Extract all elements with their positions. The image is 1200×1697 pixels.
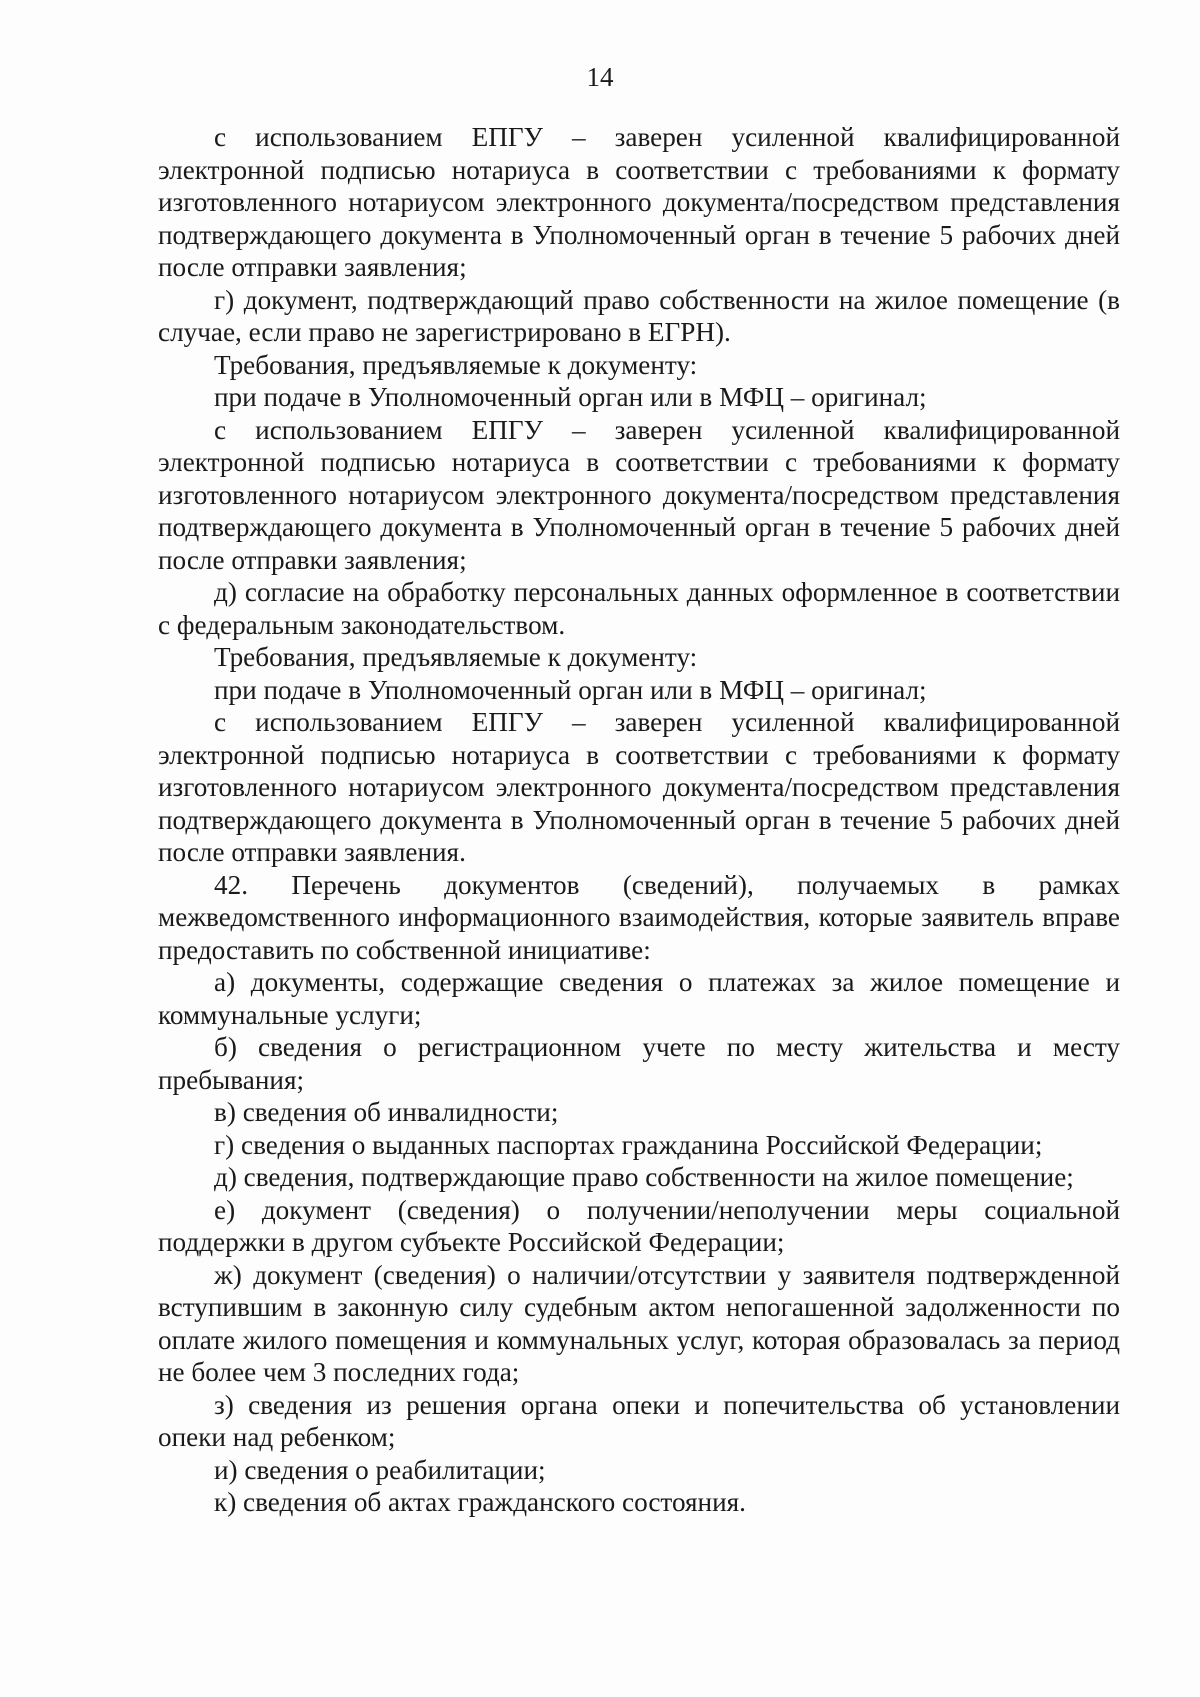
paragraph: с использованием ЕПГУ – заверен усиленной квалифицированной электронной подписью нотариуса в соответствии с требованиями к формату изготовленного нотариусом электронного документа/посредством представления подтверждающего документа в Уполномоченный орган в течение 5 рабочих дней после отправки заявления. bbox=[158, 707, 1120, 867]
paragraph: при подаче в Уполномоченный орган или в МФЦ – оригинал; bbox=[214, 382, 927, 412]
page-number: 14 bbox=[586, 62, 614, 92]
document-body bbox=[158, 121, 1120, 1519]
paragraph: в) сведения об инвалидности; bbox=[214, 1097, 559, 1127]
paragraph: ж) документ (сведения) о наличии/отсутствии у заявителя подтвержденной вступившим в законную силу судебным актом непогашенной задолженности по оплате жилого помещения и коммунальных услуг, которая образовалась за период не более чем 3 последних года; bbox=[158, 1259, 1120, 1387]
paragraph: б) сведения о регистрационном учете по месту жительства и месту пребывания; bbox=[158, 1032, 1120, 1095]
paragraph: с использованием ЕПГУ – заверен усиленной квалифицированной электронной подписью нотариуса в соответствии с требованиями к формату изготовленного нотариусом электронного документа/посредством представления подтверждающего документа в Уполномоченный орган в течение 5 рабочих дней после отправки заявления; bbox=[158, 414, 1120, 575]
paragraph: Требования, предъявляемые к документу: bbox=[214, 642, 698, 672]
paragraph: д) согласие на обработку персональных данных оформленное в соответствии с федеральным законодательством. bbox=[158, 577, 1120, 640]
paragraph: г) сведения о выданных паспортах гражданина Российской Федерации; bbox=[214, 1129, 1043, 1160]
paragraph: а) документы, содержащие сведения о платежах за жилое помещение и коммунальные услуги; bbox=[158, 967, 1120, 1030]
paragraph: з) сведения из решения органа опеки и попечительства об установлении опеки над ребенком; bbox=[158, 1389, 1120, 1452]
paragraph: и) сведения о реабилитации; bbox=[214, 1454, 546, 1485]
paragraph: е) документ (сведения) о получении/неполучении меры социальной поддержки в другом субъекте Российской Федерации; bbox=[158, 1194, 1120, 1257]
paragraph: к) сведения об актах гражданского состояния. bbox=[214, 1487, 746, 1517]
paragraph: при подаче в Уполномоченный орган или в МФЦ – оригинал; bbox=[214, 674, 927, 705]
paragraph: г) документ, подтверждающий право собственности на жилое помещение (в случае, если право не зарегистрировано в ЕГРН). bbox=[158, 284, 1120, 347]
paragraph: д) сведения, подтверждающие право собственности на жилое помещение; bbox=[214, 1162, 1074, 1192]
paragraph: с использованием ЕПГУ – заверен усиленной квалифицированной электронной подписью нотариуса в соответствии с требованиями к формату изготовленного нотариусом электронного документа/посредством представления подтверждающего документа в Уполномоченный орган в течение 5 рабочих дней после отправки заявления; bbox=[158, 122, 1120, 282]
paragraph: 42. Перечень документов (сведений), получаемых в рамках межведомственного информационного взаимодействия, которые заявитель вправе предоставить по собственной инициативе: bbox=[158, 869, 1120, 965]
paragraph: Требования, предъявляемые к документу: bbox=[214, 349, 698, 380]
